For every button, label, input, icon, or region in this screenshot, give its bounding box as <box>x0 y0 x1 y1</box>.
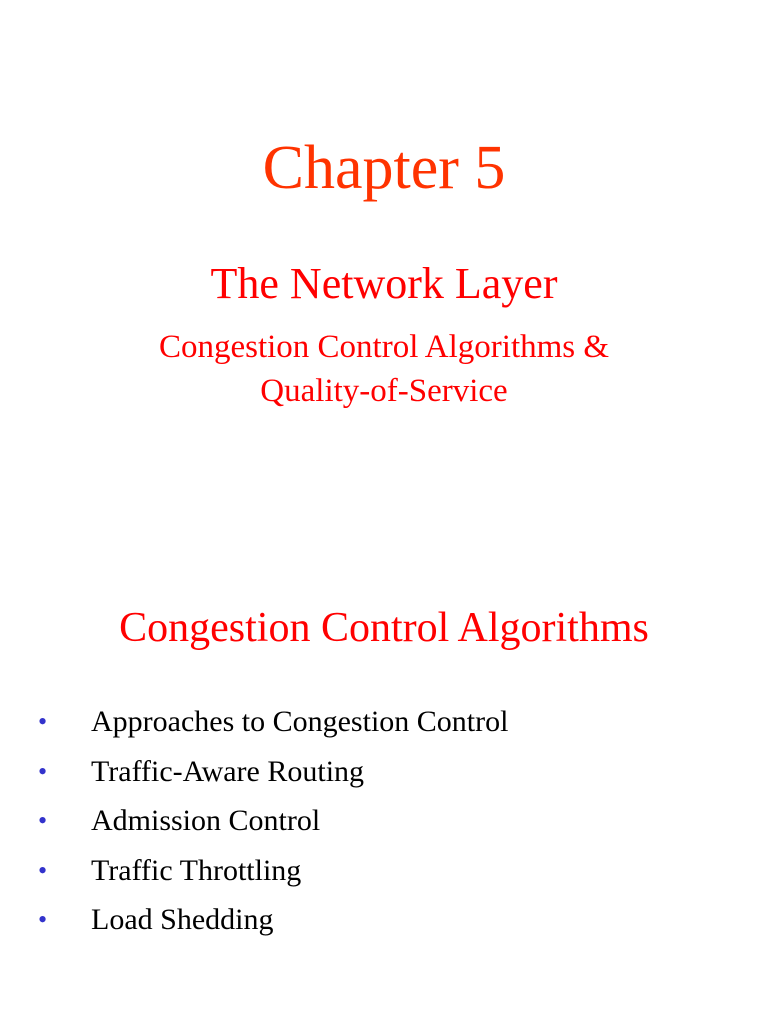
bullet-label: Approaches to Congestion Control <box>91 705 509 738</box>
bullet-label: Load Shedding <box>91 903 274 936</box>
subtitle-line-1: Congestion Control Algorithms & <box>158 329 610 365</box>
bullet-icon: • <box>38 707 48 736</box>
bullet-icon: • <box>38 855 48 885</box>
list-item <box>0 898 768 948</box>
section-title: Congestion Control Algorithms <box>119 605 649 651</box>
list-item <box>0 849 768 899</box>
bullet-label: Admission Control <box>91 804 321 837</box>
chapter-title: Chapter 5 <box>262 134 506 202</box>
bullet-icon: • <box>38 905 48 934</box>
list-item <box>0 799 768 849</box>
subtitle-line-2: Quality-of-Service <box>260 373 508 409</box>
bullet-label: Traffic Throttling <box>91 853 302 887</box>
subtitle <box>0 325 768 413</box>
layer-title: The Network Layer <box>210 259 558 308</box>
bullet-icon: • <box>38 806 48 835</box>
list-item <box>0 750 768 800</box>
bullet-label: Traffic-Aware Routing <box>91 754 365 788</box>
bullet-icon: • <box>38 756 48 786</box>
bullet-list <box>0 700 768 948</box>
list-item <box>0 700 768 750</box>
